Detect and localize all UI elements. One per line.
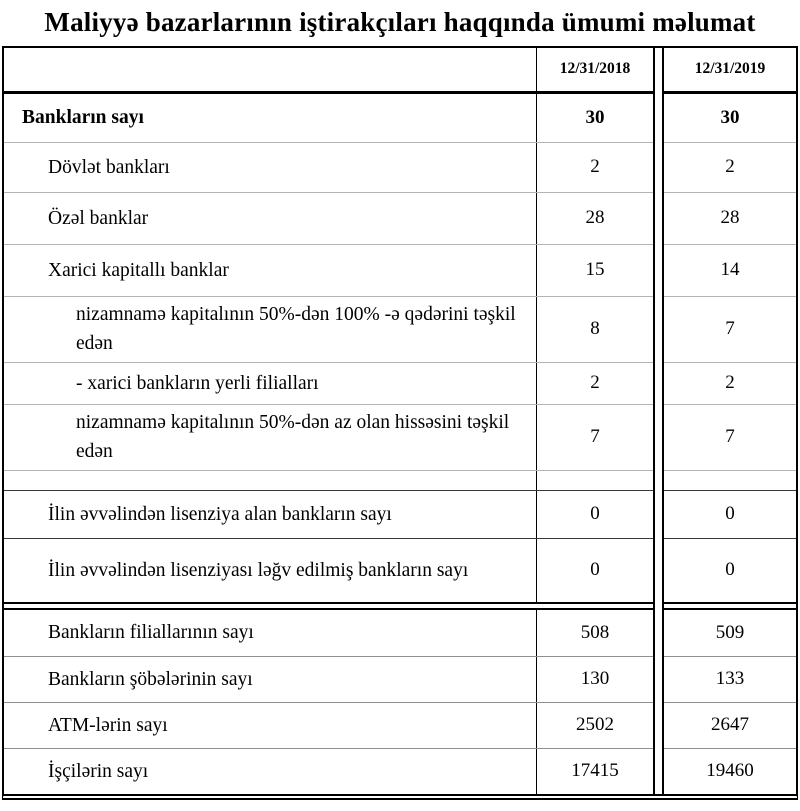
value-2019: 2 (725, 372, 735, 394)
value-2018: 7 (590, 426, 600, 448)
table-header-row (4, 48, 796, 94)
value-2019: 509 (715, 621, 745, 643)
row-label: Bankların şöbələrinin sayı (4, 657, 537, 702)
row-label: - xarici bankların yerli filialları (4, 363, 537, 404)
table-row-state-banks (4, 142, 796, 192)
value-2019: 28 (720, 207, 740, 229)
value-2018: 2 (590, 156, 600, 178)
empty-cell (664, 471, 796, 490)
value-2019: 2647 (711, 714, 749, 736)
spacer-row (4, 470, 796, 490)
value-2019: 133 (715, 668, 745, 690)
value-2018: 30 (585, 106, 605, 128)
section-divider (4, 602, 796, 610)
page-title: Maliyyə bazarlarının iştirakçıları haqqında ümumi məlumat (44, 7, 756, 37)
row-label: Bankların sayı (4, 94, 537, 142)
row-label: İlin əvvəlindən lisenziya alan bankların sayı (4, 491, 537, 538)
value-2019: 7 (725, 318, 735, 340)
value-2018: 8 (590, 318, 600, 340)
row-label: İlin əvvəlindən lisenziyası ləğv edilmiş bankların sayı (4, 539, 537, 602)
value-2019: 7 (725, 426, 735, 448)
value-2018: 508 (580, 621, 610, 643)
table-row-local-branches-foreign (4, 362, 796, 404)
table-row-atms (4, 702, 796, 748)
table-row-capital-under-50 (4, 404, 796, 470)
table-row-private-banks (4, 192, 796, 244)
row-label: Bankların filiallarının sayı (4, 610, 537, 656)
table-row-licensed-banks (4, 490, 796, 538)
column-double-divider (653, 48, 664, 794)
table-row-employees (4, 748, 796, 794)
participants-table (2, 46, 798, 800)
value-2019: 30 (720, 106, 740, 128)
value-2018: 2 (590, 372, 600, 394)
header-empty-cell (4, 48, 537, 91)
table-row-bank-departments (4, 656, 796, 702)
column-header-2019: 12/31/2019 (694, 60, 766, 78)
value-2019: 19460 (706, 760, 754, 782)
table-row-capital-50-100 (4, 296, 796, 362)
row-label: Xarici kapitallı banklar (4, 245, 537, 296)
row-label: nizamnamə kapitalının 50%-dən 100% -ə qədərini təşkil edən (4, 297, 537, 362)
column-header-2018: 12/31/2018 (559, 60, 631, 78)
empty-cell (4, 471, 537, 490)
value-2019: 2 (725, 156, 735, 178)
table-row-bank-branches (4, 610, 796, 656)
row-label: ATM-lərin sayı (4, 703, 537, 748)
row-label: nizamnamə kapitalının 50%-dən az olan hissəsini təşkil edən (4, 405, 537, 470)
row-label: Özəl banklar (4, 193, 537, 244)
table-row-banks-total (4, 94, 796, 142)
value-2018: 0 (590, 559, 600, 581)
value-2018: 130 (580, 668, 610, 690)
row-label: Dövlət bankları (4, 143, 537, 192)
empty-cell (537, 471, 653, 490)
value-2019: 0 (725, 503, 735, 525)
row-label: İşçilərin sayı (4, 749, 537, 794)
value-2018: 2502 (576, 714, 614, 736)
value-2018: 17415 (571, 760, 619, 782)
table-row-revoked-license-banks (4, 538, 796, 602)
table-row-foreign-capital-banks (4, 244, 796, 296)
value-2018: 0 (590, 503, 600, 525)
value-2019: 0 (725, 559, 735, 581)
value-2019: 14 (720, 259, 740, 281)
value-2018: 28 (585, 207, 605, 229)
value-2018: 15 (585, 259, 605, 281)
